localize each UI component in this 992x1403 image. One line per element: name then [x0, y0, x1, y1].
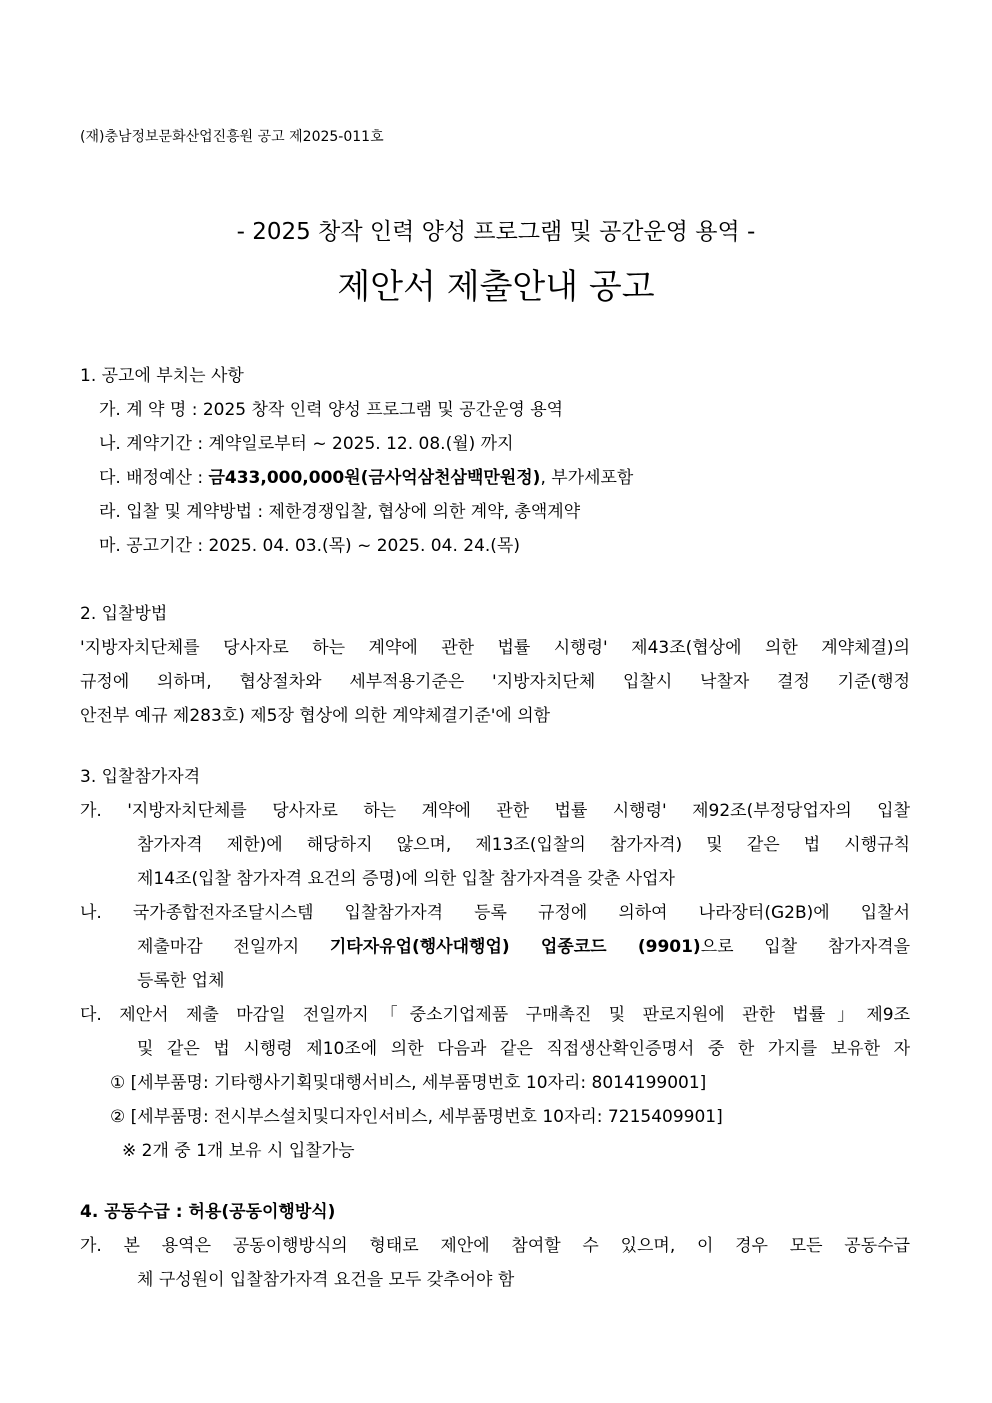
s3-item-b-line-2 [137, 935, 910, 959]
document-title: 제안서 제출안내 공고 [337, 267, 655, 307]
s2-paragraph-line-1: '지방자치단체를 당사자로 하는 계약에 관한 법률 시행령' 제43조(협상에 의한 계약체결)의 [80, 638, 910, 658]
s2-paragraph-line-2: 규정에 의하며, 협상절차와 세부적용기준은 '지방자치단체 입찰시 낙찰자 결정 기준(행정 [80, 672, 910, 692]
section-4-heading: 4. 공동수급 : 허용(공동이행방식) [80, 1202, 336, 1222]
s3-certificate-2: ② [세부품명: 전시부스설치및디자인서비스, 세부품명번호 10자리: 7215409901] [110, 1107, 723, 1127]
s3-note: ※ 2개 중 1개 보유 시 입찰가능 [122, 1141, 355, 1161]
budget-amount: 금433,000,000원(금사억삼천삼백만원정) [208, 468, 541, 488]
b2-pre: 제출마감 전일까지 [137, 937, 330, 957]
section-2-heading: 2. 입찰방법 [80, 604, 168, 624]
s2-paragraph-line-3: 안전부 예규 제283호) 제5장 협상에 의한 계약체결기준'에 의함 [80, 706, 551, 726]
s3-item-b-line-3: 등록한 업체 [137, 971, 225, 991]
s4-item-a-line-2: 체 구성원이 입찰참가자격 요건을 모두 갖추어야 함 [137, 1270, 515, 1290]
budget-vat: , 부가세포함 [540, 468, 634, 488]
s1-item-contract-period: 나. 계약기간 : 계약일로부터 ~ 2025. 12. 08.(월) 까지 [99, 434, 514, 454]
s4-item-a-line-1: 가. 본 용역은 공동이행방식의 형태로 제안에 참여할 수 있으며, 이 경우 모든 공동수급 [80, 1236, 910, 1256]
s1-item-bid-method: 라. 입찰 및 계약방법 : 제한경쟁입찰, 협상에 의한 계약, 총액계약 [99, 502, 581, 522]
document-subtitle: - 2025 창작 인력 양성 프로그램 및 공간운영 용역 - [236, 219, 756, 245]
s3-item-a-line-3: 제14조(입찰 참가자격 요건의 증명)에 의한 입찰 참가자격을 갖춘 사업자 [137, 869, 675, 889]
s3-certificate-1: ① [세부품명: 기타행사기획및대행서비스, 세부품명번호 10자리: 8014199001] [110, 1073, 707, 1093]
s3-item-b-line-1: 나. 국가종합전자조달시스템 입찰참가자격 등록 규정에 의하여 나라장터(G2B)에 입찰서 [80, 903, 910, 923]
s1-item-budget [99, 466, 633, 490]
b2-post: 으로 입찰 참가자격을 [700, 937, 910, 957]
industry-code: 기타자유업(행사대행업) 업종코드 (9901) [329, 937, 701, 957]
s1-item-notice-period: 마. 공고기간 : 2025. 04. 03.(목) ~ 2025. 04. 24.(목) [99, 536, 520, 556]
section-3-heading: 3. 입찰참가자격 [80, 767, 201, 787]
s3-item-a-line-1: 가. '지방자치단체를 당사자로 하는 계약에 관한 법률 시행령' 제92조(부정당업자의 입찰 [80, 801, 910, 821]
budget-label: 다. 배정예산 : [99, 468, 209, 488]
s3-item-c-line-1: 다. 제안서 제출 마감일 전일까지「중소기업제품 구매촉진 및 판로지원에 관한 법률」제9조 [80, 1005, 910, 1025]
section-1-heading: 1. 공고에 부치는 사항 [80, 366, 244, 386]
notice-number: (재)충남정보문화산업진흥원 공고 제2025-011호 [80, 129, 384, 145]
s1-item-contract-name: 가. 계 약 명 : 2025 창작 인력 양성 프로그램 및 공간운영 용역 [99, 400, 564, 420]
s3-item-c-line-2: 및 같은 법 시행령 제10조에 의한 다음과 같은 직접생산확인증명서 중 한 가지를 보유한 자 [137, 1039, 910, 1059]
s3-item-a-line-2: 참가자격 제한)에 해당하지 않으며, 제13조(입찰의 참가자격) 및 같은 법 시행규칙 [137, 835, 910, 855]
